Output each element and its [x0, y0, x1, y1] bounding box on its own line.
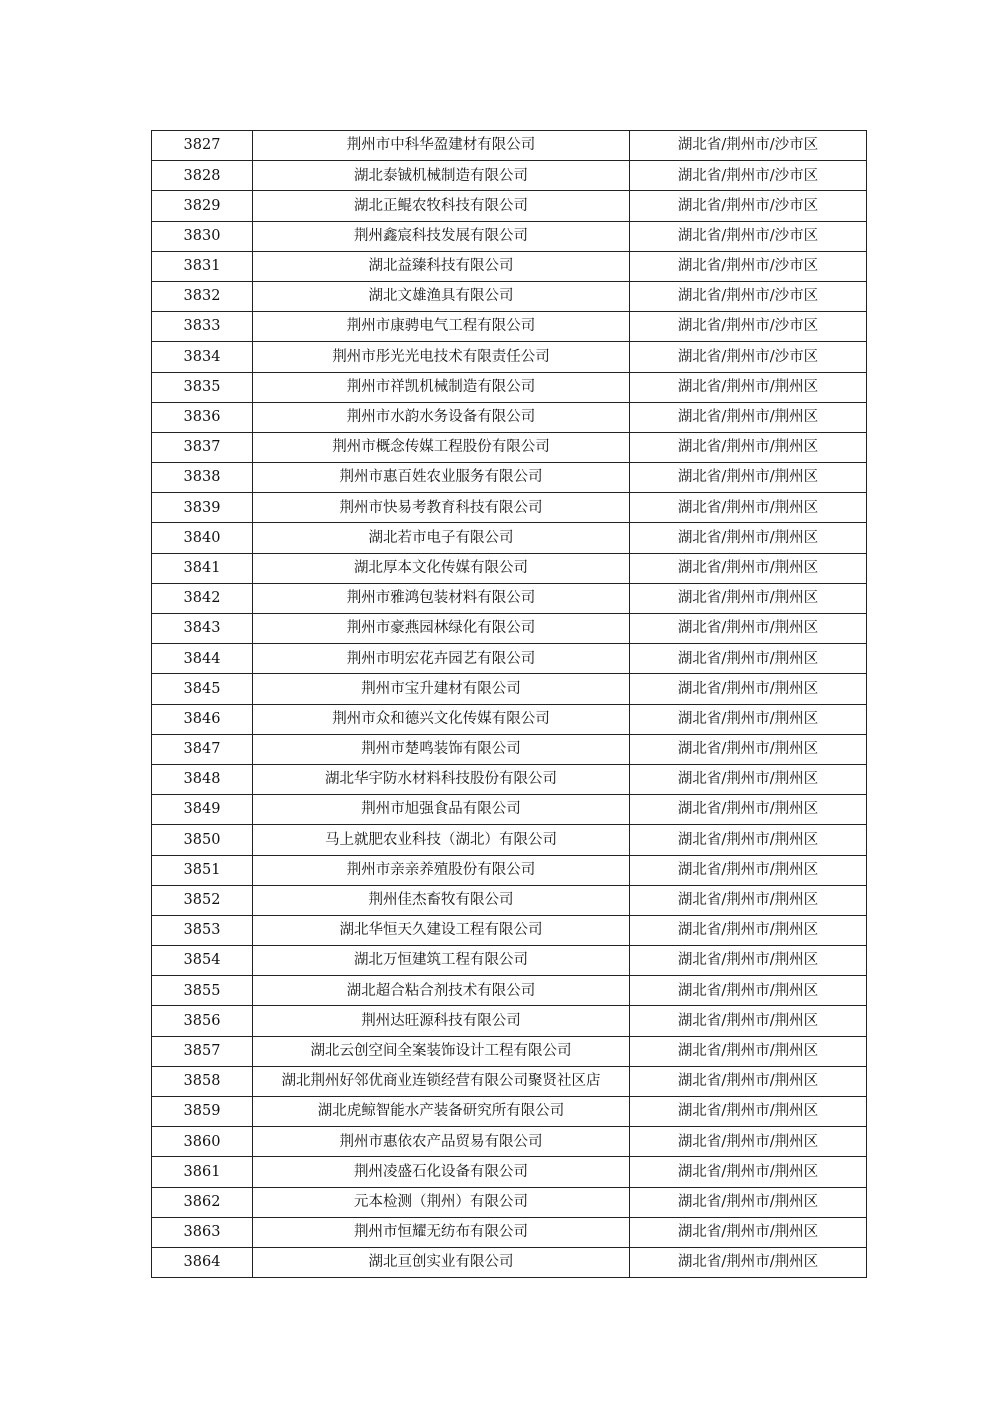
- row-number-cell: 3836: [152, 402, 253, 432]
- row-number-cell: 3859: [152, 1097, 253, 1127]
- region-cell: 湖北省/荆州市/沙市区: [630, 191, 867, 221]
- region-cell: 湖北省/荆州市/沙市区: [630, 281, 867, 311]
- company-name-cell: 荆州市概念传媒工程股份有限公司: [253, 432, 630, 462]
- row-number-cell: 3840: [152, 523, 253, 553]
- company-name-cell: 元本检测（荆州）有限公司: [253, 1187, 630, 1217]
- row-number-cell: 3845: [152, 674, 253, 704]
- table-row: [152, 674, 867, 704]
- row-number-cell: 3864: [152, 1247, 253, 1277]
- row-number-cell: 3860: [152, 1127, 253, 1157]
- region-cell: 湖北省/荆州市/荆州区: [630, 432, 867, 462]
- company-name-cell: 湖北虎鲸智能水产装备研究所有限公司: [253, 1097, 630, 1127]
- table-row: [152, 493, 867, 523]
- region-cell: 湖北省/荆州市/荆州区: [630, 885, 867, 915]
- region-cell: 湖北省/荆州市/荆州区: [630, 463, 867, 493]
- region-cell: 湖北省/荆州市/荆州区: [630, 1157, 867, 1187]
- region-cell: 湖北省/荆州市/荆州区: [630, 915, 867, 945]
- company-name-cell: 荆州鑫宸科技发展有限公司: [253, 221, 630, 251]
- row-number-cell: 3844: [152, 644, 253, 674]
- row-number-cell: 3863: [152, 1217, 253, 1247]
- row-number-cell: 3850: [152, 825, 253, 855]
- table-row: [152, 1006, 867, 1036]
- row-number-cell: 3849: [152, 795, 253, 825]
- company-name-cell: 湖北华恒天久建设工程有限公司: [253, 915, 630, 945]
- row-number-cell: 3858: [152, 1066, 253, 1096]
- company-name-cell: 荆州市恒耀无纺布有限公司: [253, 1217, 630, 1247]
- company-name-cell: 荆州市水韵水务设备有限公司: [253, 402, 630, 432]
- company-name-cell: 湖北超合粘合剂技术有限公司: [253, 976, 630, 1006]
- company-name-cell: 荆州市豪燕园林绿化有限公司: [253, 614, 630, 644]
- table-row: [152, 1036, 867, 1066]
- table-row: [152, 583, 867, 613]
- company-name-cell: 荆州佳杰畜牧有限公司: [253, 885, 630, 915]
- table-row: [152, 855, 867, 885]
- table-row: [152, 795, 867, 825]
- row-number-cell: 3829: [152, 191, 253, 221]
- table-row: [152, 161, 867, 191]
- row-number-cell: 3847: [152, 734, 253, 764]
- region-cell: 湖北省/荆州市/荆州区: [630, 402, 867, 432]
- company-name-cell: 荆州市宝升建材有限公司: [253, 674, 630, 704]
- region-cell: 湖北省/荆州市/荆州区: [630, 734, 867, 764]
- table-row: [152, 1097, 867, 1127]
- table-row: [152, 885, 867, 915]
- table-row: [152, 915, 867, 945]
- region-cell: 湖北省/荆州市/荆州区: [630, 704, 867, 734]
- row-number-cell: 3831: [152, 251, 253, 281]
- company-name-cell: 荆州市惠依农产品贸易有限公司: [253, 1127, 630, 1157]
- table-row: [152, 1187, 867, 1217]
- region-cell: 湖北省/荆州市/沙市区: [630, 342, 867, 372]
- row-number-cell: 3838: [152, 463, 253, 493]
- region-cell: 湖北省/荆州市/荆州区: [630, 1006, 867, 1036]
- row-number-cell: 3842: [152, 583, 253, 613]
- table-row: [152, 946, 867, 976]
- table-row: [152, 1127, 867, 1157]
- table-row: [152, 1217, 867, 1247]
- company-name-cell: 马上就肥农业科技（湖北）有限公司: [253, 825, 630, 855]
- table-row: [152, 644, 867, 674]
- company-name-cell: 湖北益臻科技有限公司: [253, 251, 630, 281]
- table-row: [152, 523, 867, 553]
- company-name-cell: 湖北厚本文化传媒有限公司: [253, 553, 630, 583]
- row-number-cell: 3828: [152, 161, 253, 191]
- region-cell: 湖北省/荆州市/荆州区: [630, 1097, 867, 1127]
- region-cell: 湖北省/荆州市/荆州区: [630, 795, 867, 825]
- region-cell: 湖北省/荆州市/荆州区: [630, 1247, 867, 1277]
- region-cell: 湖北省/荆州市/荆州区: [630, 1127, 867, 1157]
- row-number-cell: 3856: [152, 1006, 253, 1036]
- company-name-cell: 湖北若市电子有限公司: [253, 523, 630, 553]
- region-cell: 湖北省/荆州市/荆州区: [630, 946, 867, 976]
- region-cell: 湖北省/荆州市/荆州区: [630, 523, 867, 553]
- table-row: [152, 281, 867, 311]
- company-name-cell: 荆州市彤光光电技术有限责任公司: [253, 342, 630, 372]
- region-cell: 湖北省/荆州市/荆州区: [630, 1066, 867, 1096]
- company-name-cell: 湖北云创空间全案装饰设计工程有限公司: [253, 1036, 630, 1066]
- row-number-cell: 3853: [152, 915, 253, 945]
- region-cell: 湖北省/荆州市/沙市区: [630, 131, 867, 161]
- company-name-cell: 湖北文雄渔具有限公司: [253, 281, 630, 311]
- row-number-cell: 3841: [152, 553, 253, 583]
- company-name-cell: 荆州达旺源科技有限公司: [253, 1006, 630, 1036]
- row-number-cell: 3837: [152, 432, 253, 462]
- table-row: [152, 976, 867, 1006]
- company-name-cell: 湖北华宇防水材料科技股份有限公司: [253, 764, 630, 794]
- table-row: [152, 251, 867, 281]
- company-name-cell: 湖北亘创实业有限公司: [253, 1247, 630, 1277]
- table-row: [152, 221, 867, 251]
- company-name-cell: 荆州市亲亲养殖股份有限公司: [253, 855, 630, 885]
- company-name-cell: 荆州市中科华盈建材有限公司: [253, 131, 630, 161]
- region-cell: 湖北省/荆州市/荆州区: [630, 493, 867, 523]
- table-row: [152, 131, 867, 161]
- table-row: [152, 372, 867, 402]
- table-row: [152, 312, 867, 342]
- table-row: [152, 553, 867, 583]
- table-row: [152, 614, 867, 644]
- table-row: [152, 734, 867, 764]
- table-row: [152, 825, 867, 855]
- table-row: [152, 191, 867, 221]
- table-row: [152, 432, 867, 462]
- table-body: [152, 131, 867, 1278]
- table-row: [152, 1066, 867, 1096]
- table-row: [152, 1247, 867, 1277]
- row-number-cell: 3839: [152, 493, 253, 523]
- region-cell: 湖北省/荆州市/荆州区: [630, 644, 867, 674]
- company-name-cell: 湖北万恒建筑工程有限公司: [253, 946, 630, 976]
- region-cell: 湖北省/荆州市/荆州区: [630, 855, 867, 885]
- row-number-cell: 3854: [152, 946, 253, 976]
- company-name-cell: 湖北正鲲农牧科技有限公司: [253, 191, 630, 221]
- company-name-cell: 荆州市祥凯机械制造有限公司: [253, 372, 630, 402]
- row-number-cell: 3846: [152, 704, 253, 734]
- company-name-cell: 荆州凌盛石化设备有限公司: [253, 1157, 630, 1187]
- company-list-table: [151, 130, 867, 1278]
- table-row: [152, 463, 867, 493]
- company-name-cell: 湖北泰铖机械制造有限公司: [253, 161, 630, 191]
- row-number-cell: 3827: [152, 131, 253, 161]
- row-number-cell: 3848: [152, 764, 253, 794]
- row-number-cell: 3861: [152, 1157, 253, 1187]
- row-number-cell: 3834: [152, 342, 253, 372]
- row-number-cell: 3833: [152, 312, 253, 342]
- company-name-cell: 湖北荆州好邻优商业连锁经营有限公司聚贤社区店: [253, 1066, 630, 1096]
- row-number-cell: 3832: [152, 281, 253, 311]
- region-cell: 湖北省/荆州市/沙市区: [630, 251, 867, 281]
- row-number-cell: 3851: [152, 855, 253, 885]
- row-number-cell: 3852: [152, 885, 253, 915]
- region-cell: 湖北省/荆州市/荆州区: [630, 614, 867, 644]
- region-cell: 湖北省/荆州市/沙市区: [630, 161, 867, 191]
- company-name-cell: 荆州市明宏花卉园艺有限公司: [253, 644, 630, 674]
- region-cell: 湖北省/荆州市/荆州区: [630, 553, 867, 583]
- company-name-cell: 荆州市雅鸿包装材料有限公司: [253, 583, 630, 613]
- row-number-cell: 3835: [152, 372, 253, 402]
- table-row: [152, 342, 867, 372]
- row-number-cell: 3830: [152, 221, 253, 251]
- company-name-cell: 荆州市旭强食品有限公司: [253, 795, 630, 825]
- region-cell: 湖北省/荆州市/荆州区: [630, 1036, 867, 1066]
- company-name-cell: 荆州市众和德兴文化传媒有限公司: [253, 704, 630, 734]
- region-cell: 湖北省/荆州市/荆州区: [630, 764, 867, 794]
- company-name-cell: 荆州市快易考教育科技有限公司: [253, 493, 630, 523]
- region-cell: 湖北省/荆州市/荆州区: [630, 1217, 867, 1247]
- region-cell: 湖北省/荆州市/沙市区: [630, 312, 867, 342]
- region-cell: 湖北省/荆州市/荆州区: [630, 583, 867, 613]
- row-number-cell: 3862: [152, 1187, 253, 1217]
- company-name-cell: 荆州市楚鸣装饰有限公司: [253, 734, 630, 764]
- table-row: [152, 704, 867, 734]
- company-name-cell: 荆州市康骋电气工程有限公司: [253, 312, 630, 342]
- region-cell: 湖北省/荆州市/荆州区: [630, 976, 867, 1006]
- region-cell: 湖北省/荆州市/荆州区: [630, 372, 867, 402]
- region-cell: 湖北省/荆州市/荆州区: [630, 674, 867, 704]
- table-row: [152, 764, 867, 794]
- row-number-cell: 3843: [152, 614, 253, 644]
- table-row: [152, 1157, 867, 1187]
- region-cell: 湖北省/荆州市/荆州区: [630, 825, 867, 855]
- company-name-cell: 荆州市惠百姓农业服务有限公司: [253, 463, 630, 493]
- region-cell: 湖北省/荆州市/沙市区: [630, 221, 867, 251]
- table-row: [152, 402, 867, 432]
- region-cell: 湖北省/荆州市/荆州区: [630, 1187, 867, 1217]
- row-number-cell: 3855: [152, 976, 253, 1006]
- row-number-cell: 3857: [152, 1036, 253, 1066]
